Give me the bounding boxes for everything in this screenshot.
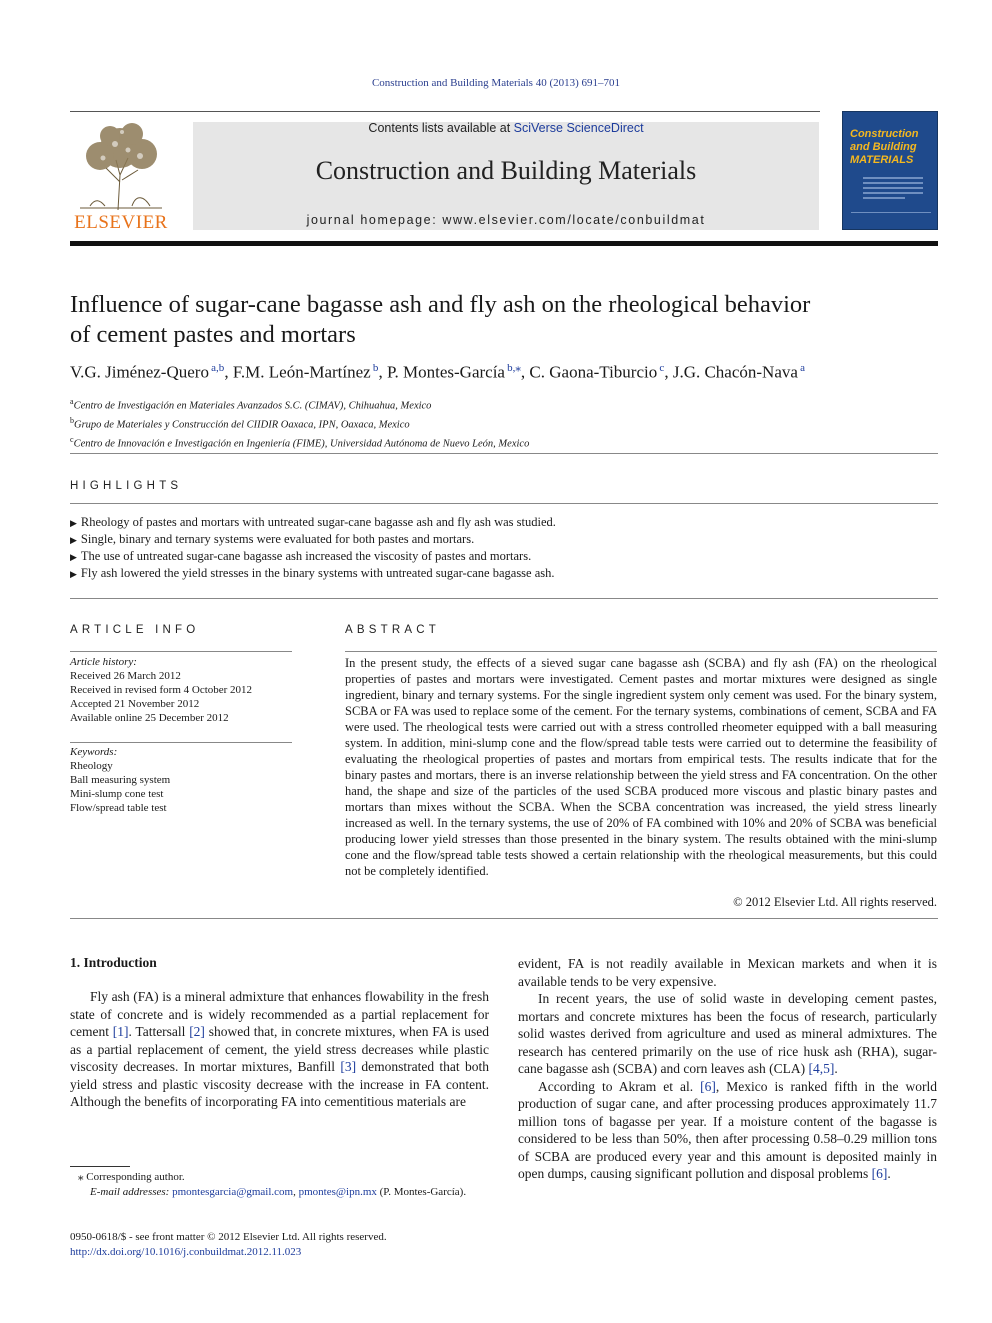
email-label: E-mail addresses: xyxy=(90,1186,170,1198)
contents-prefix: Contents lists available at xyxy=(368,121,514,135)
keywords-list xyxy=(70,759,292,815)
title-line-1: Influence of sugar-cane bagasse ash and fly ash on the rheological behavior xyxy=(70,291,811,318)
doi-link[interactable]: http://dx.doi.org/10.1016/j.conbuildmat.2012.11.023 xyxy=(70,1245,302,1258)
author-name: P. Montes-García xyxy=(386,362,505,382)
affiliation-mark: b xyxy=(70,416,74,425)
history-label: Article history: xyxy=(70,656,137,668)
paragraph: According to Akram et al. [6], Mexico is ranked fifth in the world production of sugar cane, and after processing produces approximately 11.7 million tons of bagasse per year. If a moisture content of the bagasse is considered to be less than 50%, then after processing 0.58–0.29 million tons of SCBA are produced every year and this amount is deposited mainly in open dumps, causing significant pollution and disposal problems [6]. xyxy=(518,1078,937,1181)
corresponding-author: ⁎ Corresponding author. xyxy=(78,1171,185,1183)
keyword: Ball measuring system xyxy=(70,774,171,786)
article-info-heading: ARTICLE INFO xyxy=(70,624,200,636)
author-affiliation-mark[interactable]: a xyxy=(797,362,806,374)
elsevier-wordmark: ELSEVIER xyxy=(74,212,168,233)
highlight-item xyxy=(70,531,940,548)
citation-link[interactable]: [6] xyxy=(871,1166,888,1181)
history-item: Received 26 March 2012 xyxy=(70,670,181,682)
author-list: V.G. Jiménez-Quero $^{a,b}$, F.M. León-Martínez $^b$, P. Montes-García $^{b,⁎}$, C. Gaona-Tiburcio $^c$, J.G. Chacón-Nava $^a$ xyxy=(70,362,806,382)
article-title xyxy=(70,290,930,350)
cover-title: Construction and Building MATERIALS xyxy=(850,128,919,166)
section-rule xyxy=(70,453,938,454)
author-name: J.G. Chacón-Nava xyxy=(672,362,798,382)
paragraph: In recent years, the use of solid waste in developing cement pastes, mortars and concrete mixtures has been the focus of research, particularly solid wastes derived from agriculture and used as mineral admixtures. The research has centered primarily on the use of rice husk ash (RHA), sugar-cane bagasse ash (SCBA) and corn leaves ash (CLA) [4,5]. xyxy=(518,991,937,1076)
highlights-bottom-rule xyxy=(70,598,938,599)
bullet-icon: ▶ xyxy=(70,552,77,562)
author-name: F.M. León-Martínez xyxy=(232,362,371,382)
journal-citation[interactable]: Construction and Building Materials 40 (2013) 691–701 xyxy=(371,77,621,89)
citation-link[interactable]: [4,5] xyxy=(808,1061,835,1076)
affiliation-text: Centro de Innovación e Investigación en Ingeniería (FIME), Universidad Autónoma de Nuevo León, Mexico xyxy=(73,438,530,450)
introduction-heading: 1. Introduction xyxy=(70,955,157,970)
highlight-text: Fly ash lowered the yield stresses in the binary systems with untreated sugar-cane bagasse ash. xyxy=(80,566,555,580)
abstract-heading: ABSTRACT xyxy=(345,624,440,636)
history-item: Received in revised form 4 October 2012 xyxy=(70,684,253,696)
history-list xyxy=(70,669,292,725)
bullet-icon: ▶ xyxy=(70,518,77,528)
keyword: Rheology xyxy=(70,760,113,772)
journal-homepage[interactable]: journal homepage: www.elsevier.com/locate/conbuildmat xyxy=(306,213,706,227)
article-info xyxy=(70,655,292,725)
citation-link[interactable]: [1] xyxy=(112,1024,129,1039)
email-link[interactable]: pmontes@ipn.mx xyxy=(298,1186,377,1198)
highlights-rule xyxy=(70,503,938,504)
affiliation xyxy=(70,414,930,433)
cover-rule xyxy=(851,212,931,213)
citation-link[interactable]: [6] xyxy=(700,1078,716,1094)
header-rule xyxy=(70,111,820,112)
keyword: Flow/spread table test xyxy=(70,802,167,814)
title-line-2: of cement pastes and mortars xyxy=(70,321,356,348)
author-affiliation-mark[interactable]: c xyxy=(657,362,665,374)
author-name: C. Gaona-Tiburcio xyxy=(529,362,658,382)
keywords-block xyxy=(70,745,292,815)
journal-cover-image xyxy=(842,111,938,230)
email-link[interactable]: pmontesgarcia@gmail.com xyxy=(172,1186,294,1198)
bullet-icon: ▶ xyxy=(70,569,77,579)
cover-decoration xyxy=(863,174,923,202)
author-name: V.G. Jiménez-Quero xyxy=(70,362,209,382)
highlight-item xyxy=(70,565,940,582)
paragraph: evident, FA is not readily available in Mexican markets and when it is available tends to be very expensive. xyxy=(518,956,937,989)
body-right-column xyxy=(518,955,937,1183)
affiliation-text: Centro de Investigación en Materiales Avanzados S.C. (CIMAV), Chihuahua, Mexico xyxy=(73,400,432,412)
paragraph: Fly ash (FA) is a mineral admixture that enhances flowability in the fresh state of concrete and is widely recommended as a partial replacement for cement [1]. Tattersall [2] showed that, in concrete mixtures, when FA is used as a partial replacement of cement, the yield stress decreases while plastic viscosity decreases. In mortar mixtures, Banfill [3] demonstrated that both yield stress and plastic viscosity decrease with the increase in FA content. Although the benefits of incorporating FA into cementitious materials are xyxy=(70,989,489,1109)
header-thick-rule xyxy=(70,241,938,246)
highlights-heading: HIGHLIGHTS xyxy=(70,480,183,492)
article-info-rule xyxy=(70,651,292,652)
keywords-rule xyxy=(70,742,292,743)
keyword: Mini-slump cone test xyxy=(70,788,164,800)
journal-title: Construction and Building Materials xyxy=(315,156,697,185)
citation-link[interactable]: [3] xyxy=(340,1059,357,1074)
highlights-list xyxy=(70,514,940,582)
author-affiliation-mark[interactable]: b xyxy=(370,362,379,374)
abstract-text: In the present study, the effects of a sieved sugar cane bagasse ash (SCBA) and fly ash (FA) on the rheological properties of pastes and mortars were investigated. Cement pastes and mortar mixtures were designed as single ingredient, binary and ternary systems. For the single ingredient system only cement was used. For the binary system, SCBA or FA was used to replace some of the cement. For the ternary systems, combinations of cement, SCBA and FA were used. The rheological tests were carried out with a stress controlled rheometer equipped with a ball measuring system. In addition, mini-slump cone and the flow/spread table tests were carried out to determine the feasibility of evaluating the rheological properties of pastes and mortars from empirical tests. The results indicate that for the binary pastes and mortars, there is an inverse relationship between the yield stress and FA concentration. On the other hand, the shape and size of the particles of the used SCBA produced more viscous and plastic binary pastes and mortars than mixes without the SCBA. When the SCBA concentration was increased, the yield stress linearly increased as well. In the ternary systems, the use of 20% of FA combined with 10% and 20% of SCBA was beneficial producing lower yield stresses than those presented in the binary system. The results obtained with the mini-slump cone and the flow/spread table tests showed a certain relationship with the rheological measurements, but this could not be completely identified. xyxy=(345,656,937,878)
body-left-column xyxy=(70,988,489,1111)
history-item: Available online 25 December 2012 xyxy=(70,712,229,724)
affiliation xyxy=(70,395,930,414)
affiliations xyxy=(70,395,930,452)
highlight-item xyxy=(70,514,940,531)
page-footer xyxy=(70,1230,570,1259)
history-item: Accepted 21 November 2012 xyxy=(70,698,200,710)
footnote-rule xyxy=(70,1166,130,1167)
highlight-text: The use of untreated sugar-cane bagasse ash increased the viscosity of pastes and mortars. xyxy=(80,549,532,563)
abstract-bottom-rule xyxy=(70,918,938,919)
issn-line: 0950-0618/$ - see front matter © 2012 Elsevier Ltd. All rights reserved. xyxy=(70,1231,387,1243)
copyright: © 2012 Elsevier Ltd. All rights reserved. xyxy=(733,895,937,909)
affiliation-text: Grupo de Materiales y Construcción del CIIDIR Oaxaca, IPN, Oaxaca, Mexico xyxy=(74,419,410,431)
affiliation xyxy=(70,433,930,452)
citation-link[interactable]: [2] xyxy=(189,1024,205,1039)
email-suffix: (P. Montes-García). xyxy=(379,1186,467,1198)
affiliation-mark: c xyxy=(70,435,74,444)
highlight-item xyxy=(70,548,940,565)
footnote: ⁎ Corresponding author. E-mail addresses: pmontesgarcia@gmail.com, pmontes@ipn.mx (P. Montes-García). xyxy=(70,1170,489,1200)
highlight-text: Single, binary and ternary systems were evaluated for both pastes and mortars. xyxy=(80,532,475,546)
abstract-rule xyxy=(345,651,937,652)
author-affiliation-mark[interactable]: a,b xyxy=(208,362,225,374)
sciencedirect-link[interactable]: SciVerse ScienceDirect xyxy=(513,121,644,135)
author-affiliation-mark[interactable]: b,⁎ xyxy=(504,362,521,374)
contents-line xyxy=(193,121,819,135)
bullet-icon: ▶ xyxy=(70,535,77,545)
affiliation-mark: a xyxy=(70,397,74,406)
keywords-label: Keywords: xyxy=(70,746,118,758)
highlight-text: Rheology of pastes and mortars with untreated sugar-cane bagasse ash and fly ash was studied. xyxy=(80,515,556,529)
